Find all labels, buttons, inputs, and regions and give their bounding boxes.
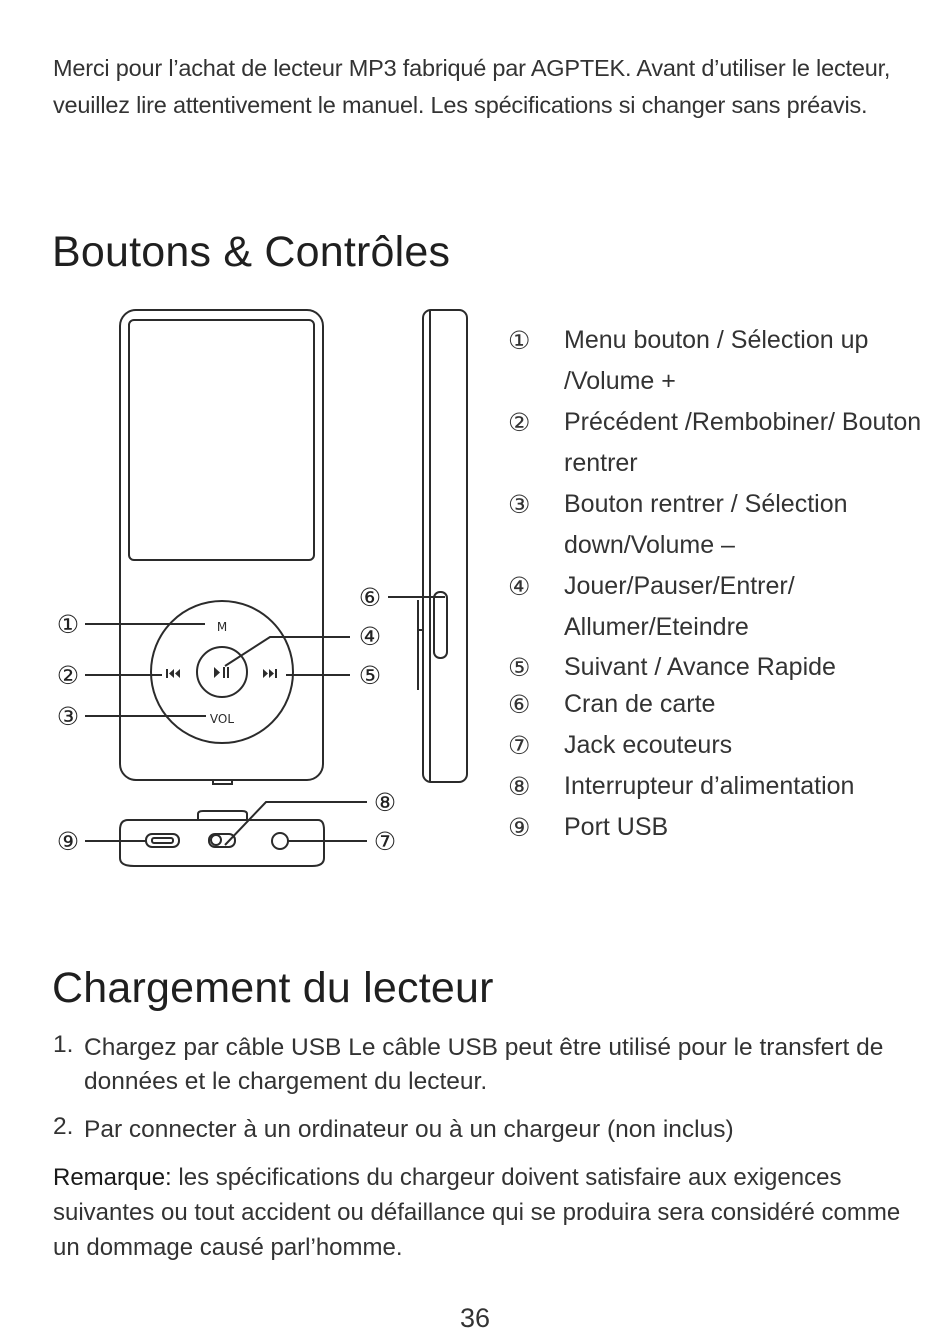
callout-num-5: ⑤ [358, 661, 382, 690]
vol-label: VOL [209, 712, 235, 726]
remark-paragraph [53, 1160, 913, 1265]
page-number: 36 [459, 1303, 491, 1333]
callout-number: ② [508, 408, 531, 437]
play-pause-icon [214, 667, 229, 678]
callout-text: Interrupteur d’alimentation [564, 772, 855, 800]
callout-num-7: ⑦ [373, 827, 397, 856]
callout-number: ⑦ [508, 731, 531, 760]
callout-num-6: ⑥ [358, 583, 382, 612]
callout-text: Cran de carte [564, 690, 716, 718]
next-icon [263, 669, 277, 678]
menu-label: M [216, 620, 228, 634]
section-title-charging: Chargement du lecteur [52, 964, 494, 1012]
remark-text: les spécifications du chargeur doivent satisfaire aux exigences suivantes ou tout accident ou défaillance qui se produira sera considéré comme un dommage causé parl’homme. [53, 1164, 901, 1261]
callout-number: ① [508, 326, 531, 355]
callout-number: ⑨ [508, 813, 531, 842]
headphone-jack [272, 833, 288, 849]
list-text: Par connecter à un ordinateur ou à un chargeur (non inclus) [84, 1116, 734, 1143]
callout-number: ⑧ [508, 772, 531, 801]
callout-number: ③ [508, 490, 531, 519]
intro-paragraph: Merci pour l’achat de lecteur MP3 fabriqué par AGPTEK. Avant d’utiliser le lecteur, veuillez lire attentivement le manuel. Les spécifications si changer sans préavis. [53, 55, 891, 118]
card-slot [434, 592, 447, 658]
callout-text: Jack ecouteurs [564, 731, 733, 759]
callout-num-3: ③ [56, 702, 80, 731]
usb-port [146, 834, 179, 847]
section-title-controls: Boutons & Contrôles [52, 228, 451, 276]
list-text: Chargez par câble USB Le câble USB peut être utilisé pour le transfert de données et le chargement du lecteur. [84, 1034, 884, 1095]
callout-num-9: ⑨ [56, 827, 80, 856]
list-number: 1. [53, 1031, 74, 1058]
callout-text: Précédent /Rembobiner/ Bouton rentrer [564, 408, 922, 477]
player-bottom-body [120, 820, 324, 866]
previous-icon [166, 669, 180, 678]
remark-label: Remarque: [53, 1164, 172, 1191]
play-pause-button [197, 647, 247, 697]
callout-text: Bouton rentrer / Sélection down/Volume – [564, 490, 848, 559]
callout-number: ④ [508, 572, 531, 601]
player-screen [129, 320, 314, 560]
callout-num-8: ⑧ [373, 788, 397, 817]
callout-text: Jouer/Pauser/Entrer/ Allumer/Eteindre [564, 572, 795, 641]
callout-text: Port USB [564, 813, 669, 841]
callout-num-1: ① [56, 610, 80, 639]
callout-number: ⑤ [508, 653, 531, 682]
callout-number: ⑥ [508, 690, 531, 719]
list-number: 2. [53, 1113, 74, 1140]
callout-num-2: ② [56, 661, 80, 690]
callout-num-4: ④ [358, 622, 382, 651]
callout-text: Suivant / Avance Rapide [564, 653, 836, 681]
player-front-body [120, 310, 323, 780]
callout-text: Menu bouton / Sélection up /Volume + [564, 326, 869, 395]
